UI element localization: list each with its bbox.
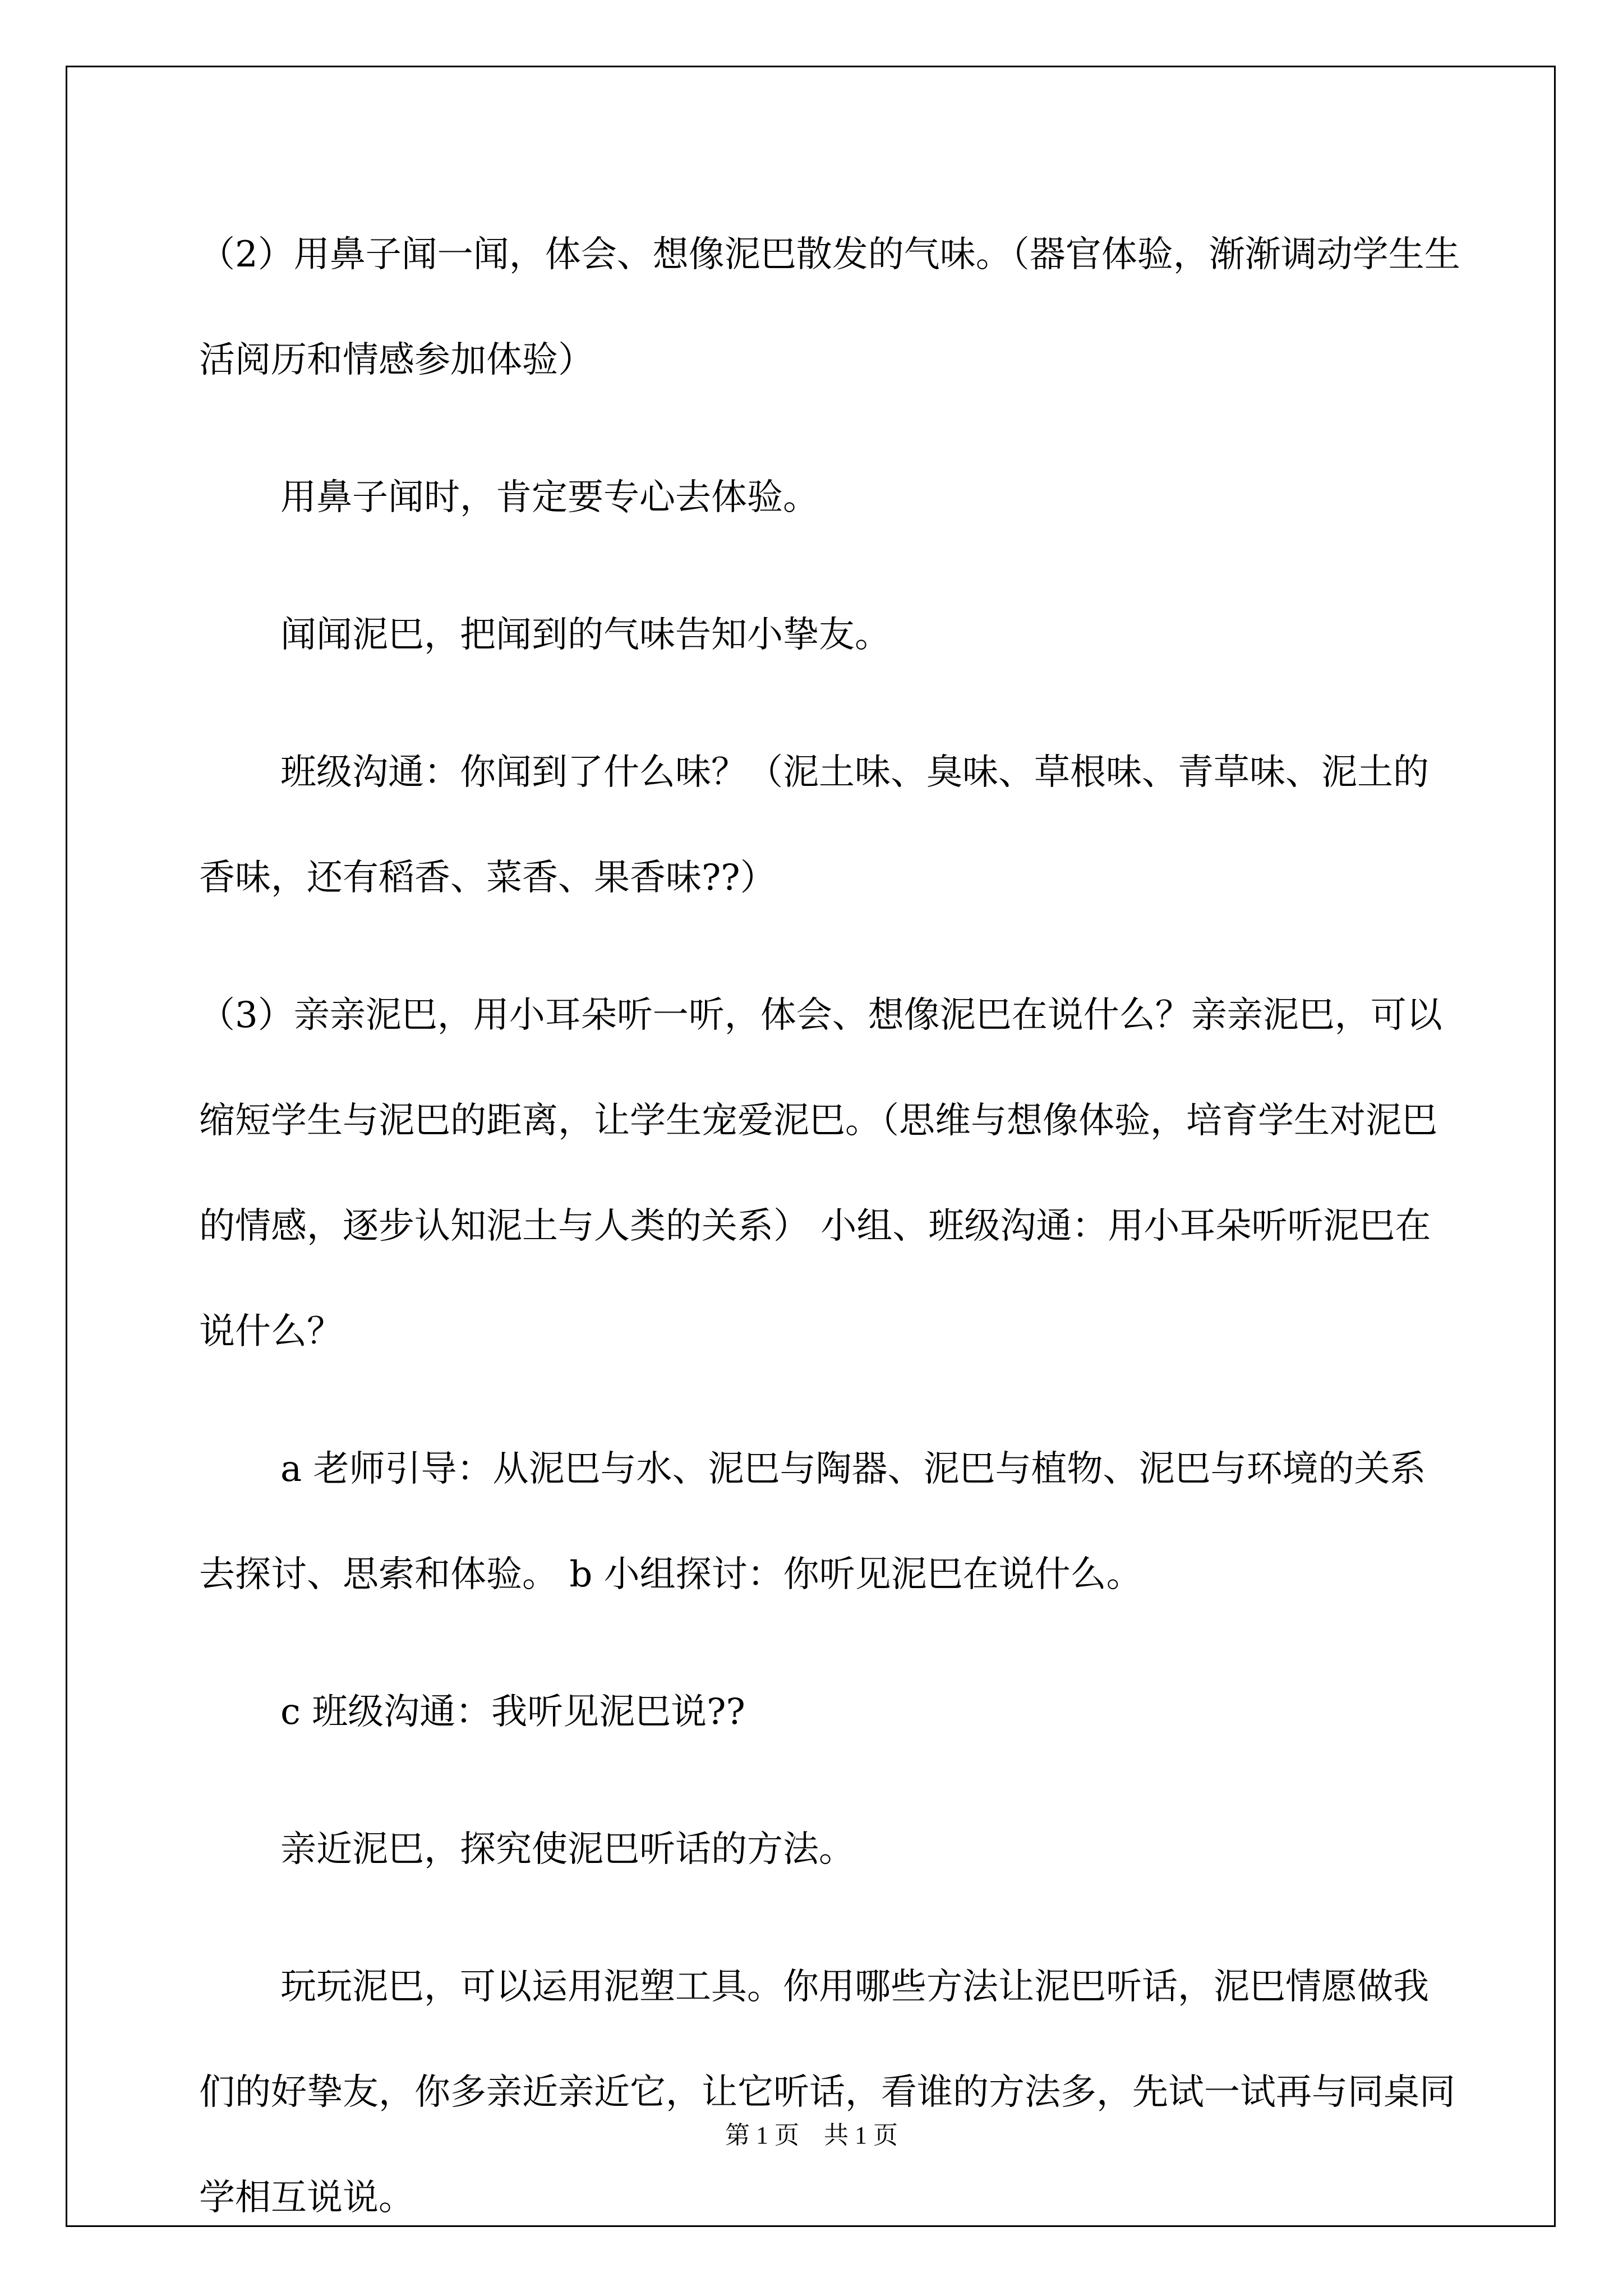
document-body bbox=[199, 202, 1461, 2283]
page-number-footer: 第 1 页 共 1 页 bbox=[725, 2122, 898, 2149]
paragraph-smell-intro: （2）用鼻子闻一闻，体会、想像泥巴散发的气味。（器官体验，渐渐调动学生生活阅历和情感参加体验） bbox=[199, 234, 1460, 381]
paragraph-class-share: c 班级沟通：我听见泥巴说?? bbox=[280, 1691, 745, 1733]
paragraph-play-clay: 玩玩泥巴，可以运用泥塑工具。你用哪些方法让泥巴听话，泥巴情愿做我们的好挚友，你多亲近亲近它，让它听话，看谁的方法多，先试一试再与同桌同学相互说说。 bbox=[199, 1966, 1455, 2219]
paragraph-smell-attention: 用鼻子闻时，肯定要专心去体验。 bbox=[280, 477, 819, 518]
paragraph-explore-method: 亲近泥巴，探究使泥巴听话的方法。 bbox=[280, 1829, 855, 1870]
paragraph-teacher-guidance: a 老师引导：从泥巴与水、泥巴与陶器、泥巴与植物、泥巴与环境的关系去探讨、思索和体验。 b 小组探讨：你听见泥巴在说什么。 bbox=[199, 1448, 1426, 1595]
paragraph-listen-intro: （3）亲亲泥巴，用小耳朵听一听，体会、想像泥巴在说什么？亲亲泥巴，可以缩短学生与泥巴的距离，让学生宠爱泥巴。（思维与想像体验，培育学生对泥巴的情感，逐步认知泥土与人类的关系） 小组、班级沟通：用小耳朵听听泥巴在说什么？ bbox=[199, 995, 1442, 1352]
paragraph-smell-class-discussion: 班级沟通：你闻到了什么味？（泥土味、臭味、草根味、青草味、泥土的香味，还有稻香、菜香、果香味??） bbox=[199, 752, 1429, 899]
paragraph-smell-tell-friend: 闻闻泥巴，把闻到的气味告知小挚友。 bbox=[280, 614, 891, 656]
